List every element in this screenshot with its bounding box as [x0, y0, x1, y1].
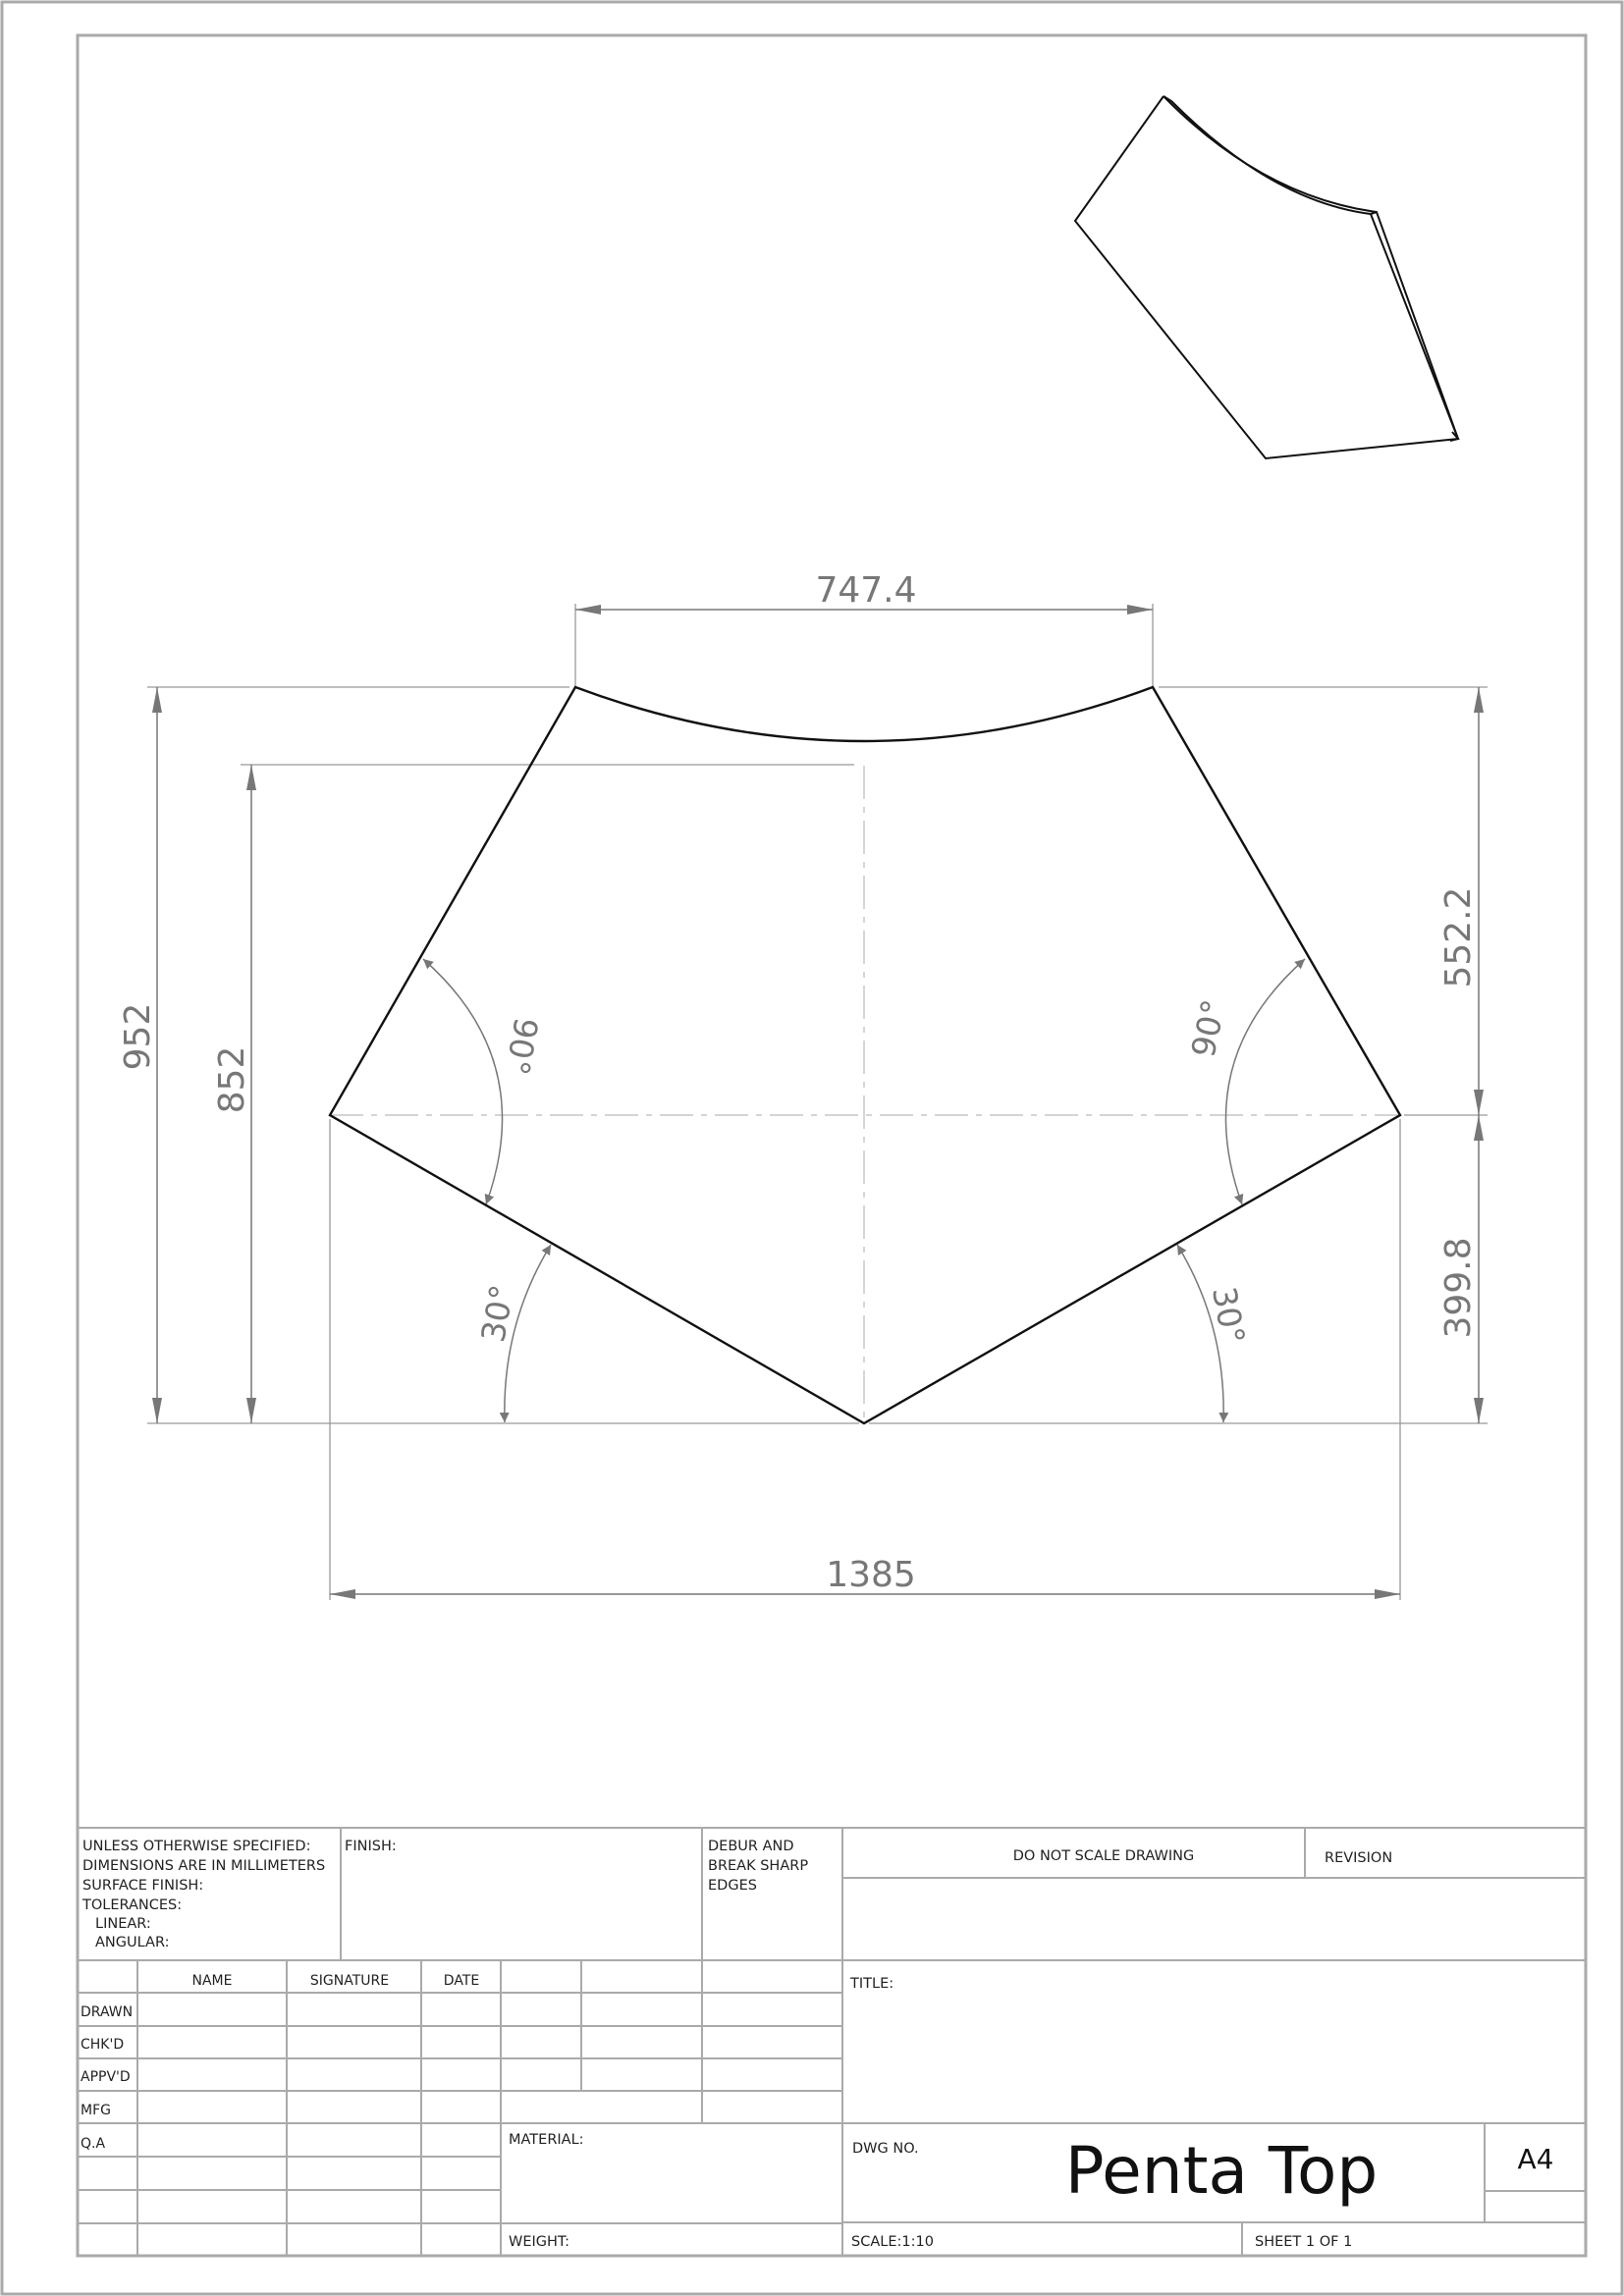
angle-right-upper: 90°	[1183, 995, 1233, 1061]
row-appvd: APPV'D	[81, 2069, 131, 2085]
drawing-frame	[78, 35, 1586, 2256]
dim-total-height: 952	[118, 1002, 158, 1071]
row-qa: Q.A	[81, 2136, 106, 2152]
isometric-view	[1075, 96, 1458, 458]
material-label: MATERIAL:	[509, 2132, 584, 2148]
angle-left-lower: 30°	[473, 1281, 521, 1346]
note-line-5: LINEAR:	[95, 1916, 151, 1932]
sheet-label: SHEET 1 OF 1	[1255, 2234, 1353, 2250]
angle-left-upper: 90°	[498, 1014, 546, 1079]
angle-arc-right-upper	[1225, 959, 1305, 1204]
title-label: TITLE:	[850, 1976, 894, 1992]
revision-label: REVISION	[1325, 1850, 1393, 1866]
do-not-scale: DO NOT SCALE DRAWING	[1012, 1848, 1195, 1864]
dim-lower-right: 399.8	[1438, 1237, 1479, 1339]
outer-border	[2, 2, 1622, 2294]
sheet-size: A4	[1517, 2143, 1554, 2175]
note-line-4: TOLERANCES:	[82, 1897, 183, 1913]
dim-arc-height: 852	[212, 1045, 252, 1114]
dimension-lines	[157, 610, 1479, 1594]
note-line-6: ANGULAR:	[95, 1935, 170, 1950]
note-line-3: SURFACE FINISH:	[82, 1878, 204, 1894]
row-mfg: MFG	[81, 2103, 111, 2118]
drawing-title: Penta Top	[1064, 2133, 1379, 2209]
note-line-1: UNLESS OTHERWISE SPECIFIED:	[82, 1839, 311, 1854]
dwg-no-label: DWG NO.	[852, 2141, 919, 2157]
debur-line-1: DEBUR AND	[708, 1839, 794, 1854]
dim-overall-width: 1385	[826, 1555, 916, 1595]
row-drawn: DRAWN	[81, 2004, 134, 2020]
angle-right-lower: 30°	[1205, 1283, 1253, 1348]
dim-top-width: 747.4	[815, 570, 917, 611]
note-line-2: DIMENSIONS ARE IN MILLIMETERS	[82, 1858, 326, 1874]
col-date: DATE	[443, 1973, 480, 1989]
col-signature: SIGNATURE	[309, 1973, 390, 1989]
scale-label: SCALE:1:10	[851, 2234, 934, 2250]
dim-upper-right: 552.2	[1438, 886, 1479, 988]
angle-arc-left-upper	[423, 959, 503, 1204]
weight-label: WEIGHT:	[509, 2234, 570, 2250]
row-chkd: CHK'D	[81, 2037, 125, 2053]
finish-label: FINISH:	[345, 1839, 397, 1854]
extension-lines	[147, 604, 1488, 1600]
debur-line-3: EDGES	[708, 1878, 757, 1894]
debur-line-2: BREAK SHARP	[708, 1858, 809, 1874]
col-name: NAME	[191, 1973, 233, 1989]
